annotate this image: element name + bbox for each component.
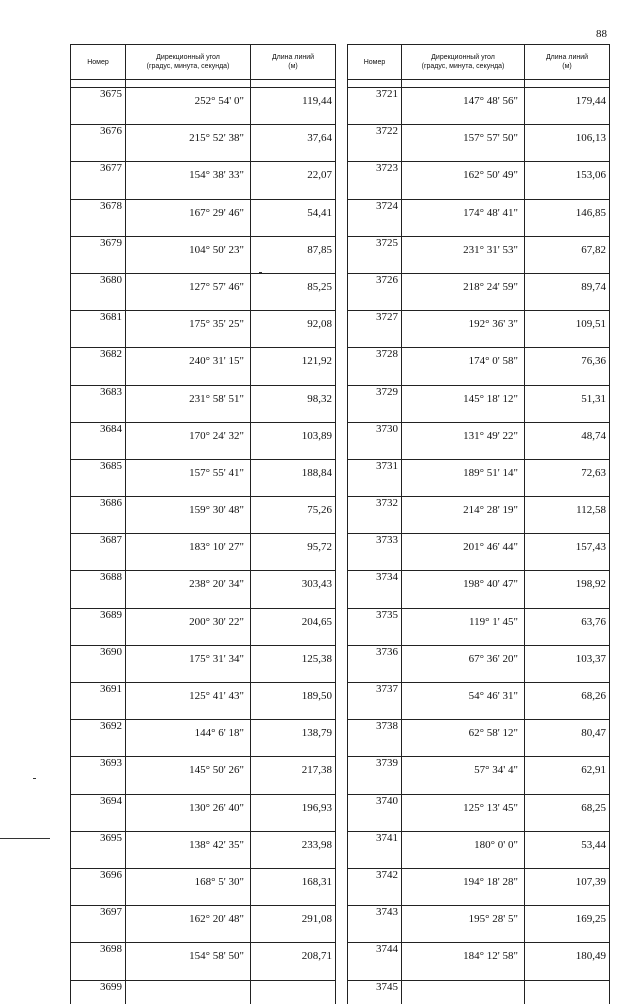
point-number: 3692 [71,720,126,757]
bearing-angle: 238° 20' 34" [126,571,251,608]
line-length: 68,25 [525,794,610,831]
line-length: 180,49 [525,943,610,980]
line-length: 121,92 [251,348,336,385]
bearing-angle: 231° 31' 53" [402,236,525,273]
header-number: Номер [71,45,126,80]
bearing-angle: 180° 0' 0" [402,831,525,868]
stray-dot [259,272,262,273]
table-row [348,943,610,980]
table-row [348,757,610,794]
bearing-angle: 62° 58' 12" [402,720,525,757]
point-number: 3675 [71,88,126,125]
line-length: 54,41 [251,199,336,236]
point-number: 3727 [348,311,402,348]
bearing-angle: 157° 55' 41" [126,459,251,496]
bearing-angle: 174° 0' 58" [402,348,525,385]
bearing-angle: 200° 30' 22" [126,608,251,645]
table-row [348,720,610,757]
line-length: 125,38 [251,645,336,682]
header-angle: Дирекционный угол (градус, минута, секунда) [126,45,251,80]
bearing-angle: 194° 18' 28" [402,868,525,905]
table-row [71,534,336,571]
bearing-angle: 175° 31' 34" [126,645,251,682]
line-length: 37,64 [251,125,336,162]
table-row [348,162,610,199]
bearing-angle: 174° 48' 41" [402,199,525,236]
bearing-angle: 54° 46' 31" [402,683,525,720]
point-number: 3676 [71,125,126,162]
point-number: 3741 [348,831,402,868]
header-length: Длина линий (м) [251,45,336,80]
line-length: 80,47 [525,720,610,757]
point-number: 3736 [348,645,402,682]
point-number: 3724 [348,199,402,236]
point-number: 3678 [71,199,126,236]
table-row [348,385,610,422]
line-length: 107,39 [525,868,610,905]
line-length: 179,44 [525,88,610,125]
table-row [348,236,610,273]
table-row [348,199,610,236]
point-number: 3698 [71,943,126,980]
point-number: 3684 [71,422,126,459]
table-row [348,348,610,385]
table-row [348,683,610,720]
bearing-table-left [70,44,336,1004]
bearing-angle: 125° 13' 45" [402,794,525,831]
bearing-angle: 119° 1' 45" [402,608,525,645]
bearing-angle: 157° 57' 50" [402,125,525,162]
table-row [348,571,610,608]
table-row [71,199,336,236]
table-row [71,608,336,645]
table-row [71,943,336,980]
table-row [71,125,336,162]
bearing-angle: 147° 48' 56" [402,88,525,125]
line-length: 168,31 [251,868,336,905]
bearing-angle: 162° 50' 49" [402,162,525,199]
point-number: 3694 [71,794,126,831]
table-row [71,794,336,831]
line-length: 53,44 [525,831,610,868]
line-length: 95,72 [251,534,336,571]
table-row [71,497,336,534]
point-number: 3686 [71,497,126,534]
line-length: 146,85 [525,199,610,236]
bearing-angle: 195° 28' 5" [402,906,525,943]
point-number: 3721 [348,88,402,125]
point-number: 3731 [348,459,402,496]
line-length: 112,58 [525,497,610,534]
line-length: 72,63 [525,459,610,496]
bearing-angle: 167° 29' 46" [126,199,251,236]
line-length: 68,26 [525,683,610,720]
line-length: 291,08 [251,906,336,943]
bearing-angle: 154° 38' 33" [126,162,251,199]
bearing-angle: 130° 26' 40" [126,794,251,831]
bearing-angle: 131° 49' 22" [402,422,525,459]
line-length: 92,08 [251,311,336,348]
table-row [348,311,610,348]
bearing-angle: 127° 57' 46" [126,273,251,310]
bearing-angle: 104° 50' 23" [126,236,251,273]
table-row [71,906,336,943]
point-number: 3689 [71,608,126,645]
table-row [348,497,610,534]
line-length: 62,91 [525,757,610,794]
bearing-angle: 168° 5' 30" [126,868,251,905]
point-number: 3722 [348,125,402,162]
line-length: 169,25 [525,906,610,943]
header-length: Длина линий (м) [525,45,610,80]
point-number: 3743 [348,906,402,943]
line-length: 157,43 [525,534,610,571]
table-row [348,534,610,571]
point-number: 3735 [348,608,402,645]
line-length: 109,51 [525,311,610,348]
point-number: 3697 [71,906,126,943]
point-number: 3687 [71,534,126,571]
point-number: 3681 [71,311,126,348]
right-rows [348,80,610,1004]
point-number: 3699 [71,980,126,1004]
table-row [71,868,336,905]
line-length: 98,32 [251,385,336,422]
table-row [71,273,336,310]
line-length: 75,26 [251,497,336,534]
point-number: 3729 [348,385,402,422]
table-row [348,868,610,905]
table-row [71,311,336,348]
bearing-angle: 183° 10' 27" [126,534,251,571]
point-number: 3744 [348,943,402,980]
point-number: 3690 [71,645,126,682]
table-row [348,88,610,125]
line-length: 87,85 [251,236,336,273]
line-length: 119,44 [251,88,336,125]
table-row [71,422,336,459]
point-number: 3745 [348,980,402,1004]
point-number: 3693 [71,757,126,794]
bearing-angle: 215° 52' 38" [126,125,251,162]
point-number: 3740 [348,794,402,831]
table-row [71,831,336,868]
point-number: 3688 [71,571,126,608]
table-row [71,348,336,385]
line-length: 51,31 [525,385,610,422]
table-row [71,645,336,682]
bearing-angle: 231° 58' 51" [126,385,251,422]
bearing-angle: 162° 20' 48" [126,906,251,943]
point-number: 3696 [71,868,126,905]
table-row [348,422,610,459]
bearing-angle: 214° 28' 19" [402,497,525,534]
point-number: 3730 [348,422,402,459]
bearing-angle: 170° 24' 32" [126,422,251,459]
line-length: 198,92 [525,571,610,608]
table-row [71,571,336,608]
point-number: 3683 [71,385,126,422]
point-number: 3739 [348,757,402,794]
header-number: Номер [348,45,402,80]
bearing-angle: 252° 54' 0" [126,88,251,125]
margin-dot [33,778,36,779]
line-length: 76,36 [525,348,610,385]
line-length: 153,06 [525,162,610,199]
line-length: 48,74 [525,422,610,459]
point-number: 3679 [71,236,126,273]
bearing-angle: 198° 40' 47" [402,571,525,608]
line-length: 217,38 [251,757,336,794]
table-row [348,459,610,496]
point-number: 3738 [348,720,402,757]
table-row [71,757,336,794]
bearing-angle: 159° 30' 48" [126,497,251,534]
table-row [71,236,336,273]
line-length: 63,76 [525,608,610,645]
line-length: 89,74 [525,273,610,310]
line-length: 85,25 [251,273,336,310]
line-length: 103,37 [525,645,610,682]
point-number: 3737 [348,683,402,720]
line-length: 189,50 [251,683,336,720]
point-number: 3680 [71,273,126,310]
line-length: 303,43 [251,571,336,608]
bearing-angle: 201° 46' 44" [402,534,525,571]
line-length: 233,98 [251,831,336,868]
line-length: 22,07 [251,162,336,199]
point-number: 3728 [348,348,402,385]
bearing-angle: 218° 24' 59" [402,273,525,310]
line-length: 204,65 [251,608,336,645]
point-number: 3726 [348,273,402,310]
table-row [348,125,610,162]
table-row [71,459,336,496]
header-angle: Дирекционный угол (градус, минута, секунда) [402,45,525,80]
table-row [71,720,336,757]
left-rows [71,80,336,1004]
bearing-angle: 184° 12' 58" [402,943,525,980]
point-number: 3733 [348,534,402,571]
point-number: 3685 [71,459,126,496]
table-row [71,162,336,199]
table-row [71,683,336,720]
line-length: 106,13 [525,125,610,162]
table-row [348,608,610,645]
table-row [348,906,610,943]
point-number: 3734 [348,571,402,608]
bearing-angle: 240° 31' 15" [126,348,251,385]
bearing-angle: 189° 51' 14" [402,459,525,496]
point-number: 3677 [71,162,126,199]
point-number: 3742 [348,868,402,905]
point-number: 3695 [71,831,126,868]
table-row [348,794,610,831]
bearing-angle: 145° 50' 26" [126,757,251,794]
line-length: 188,84 [251,459,336,496]
bearing-angle: 145° 18' 12" [402,385,525,422]
point-number: 3723 [348,162,402,199]
table-row [348,645,610,682]
point-number: 3732 [348,497,402,534]
margin-line [0,838,50,839]
bearing-angle: 138° 42' 35" [126,831,251,868]
bearing-angle: 192° 36' 3" [402,311,525,348]
bearing-angle: 57° 34' 4" [402,757,525,794]
page-number: 88 [596,28,607,40]
point-number: 3691 [71,683,126,720]
line-length: 208,71 [251,943,336,980]
bearing-angle: 125° 41' 43" [126,683,251,720]
bearing-angle: 144° 6' 18" [126,720,251,757]
line-length: 138,79 [251,720,336,757]
bearing-table-right [347,44,610,1004]
table-row [348,273,610,310]
line-length: 103,89 [251,422,336,459]
bearing-angle: 175° 35' 25" [126,311,251,348]
table-row [71,88,336,125]
point-number: 3682 [71,348,126,385]
line-length: 67,82 [525,236,610,273]
table-row [348,831,610,868]
table-row [71,385,336,422]
point-number: 3725 [348,236,402,273]
bearing-angle: 67° 36' 20" [402,645,525,682]
bearing-angle: 154° 58' 50" [126,943,251,980]
line-length: 196,93 [251,794,336,831]
